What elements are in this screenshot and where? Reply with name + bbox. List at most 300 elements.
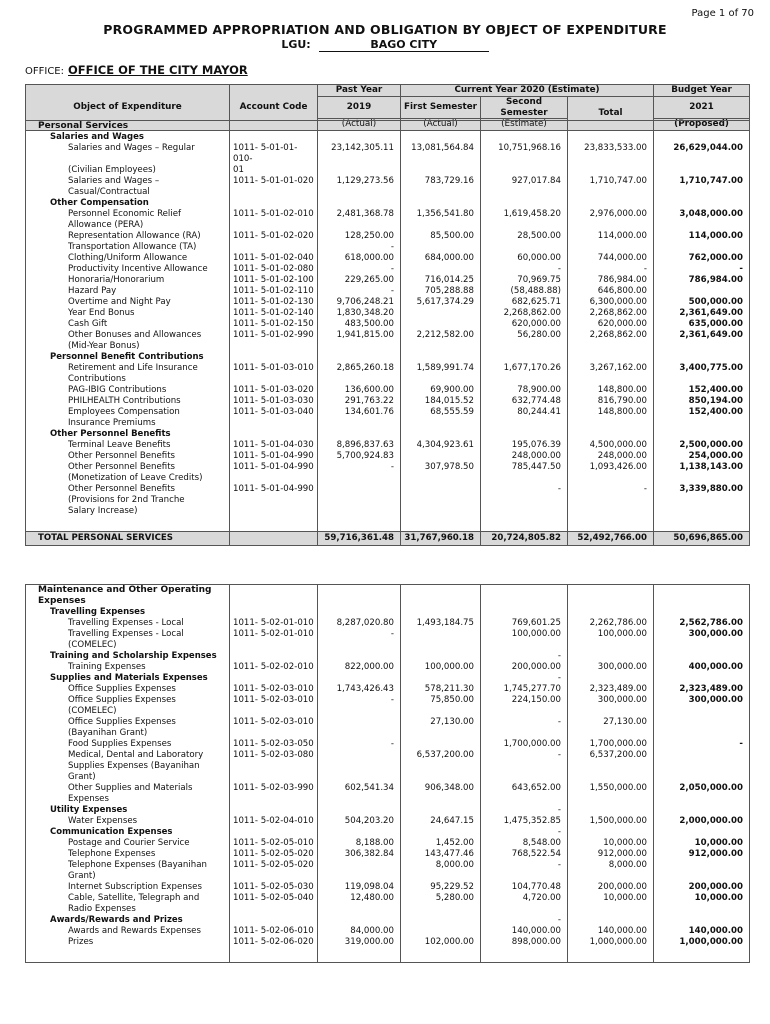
past-year-cell (318, 198, 401, 209)
table-row (26, 231, 750, 242)
description-cell: Insurance Premiums (26, 418, 230, 429)
table-row (26, 728, 750, 739)
group-row (26, 132, 750, 143)
description-cell: (Provisions for 2nd Tranche (26, 495, 230, 506)
past-year-cell: 1,743,426.43 (318, 684, 401, 695)
total-cell (568, 871, 654, 882)
description-cell: Travelling Expenses (26, 607, 230, 618)
account-code-cell: 1011- 5-01-03-040 (230, 407, 318, 418)
past-year-cell (318, 341, 401, 352)
total-cell: 148,800.00 (568, 407, 654, 418)
description-cell: Supplies and Materials Expenses (26, 673, 230, 684)
total-budget-year: 50,696,865.00 (654, 531, 750, 545)
budget-year-cell (654, 374, 750, 385)
past-year-cell (318, 915, 401, 926)
budget-year-cell (654, 794, 750, 805)
budget-year-cell: 400,000.00 (654, 662, 750, 673)
header-actual: (Actual) (318, 119, 401, 131)
table-row (26, 286, 750, 297)
total-cell: 248,000.00 (568, 451, 654, 462)
past-year-cell (318, 495, 401, 506)
past-year-cell: 12,480.00 (318, 893, 401, 904)
first-sem-cell (401, 915, 481, 926)
table-row (26, 706, 750, 717)
description-cell: Awards and Rewards Expenses (26, 926, 230, 937)
second-sem-cell: 56,280.00 (481, 330, 568, 341)
table-row (26, 209, 750, 220)
description-cell: Telephone Expenses (Bayanihan (26, 860, 230, 871)
budget-year-cell: - (654, 739, 750, 750)
description-cell: Honoraria/Honorarium (26, 275, 230, 286)
budget-year-cell (654, 352, 750, 363)
first-sem-cell: 27,130.00 (401, 717, 481, 728)
second-sem-cell: - (481, 651, 568, 662)
budget-year-cell: 786,984.00 (654, 275, 750, 286)
first-sem-cell (401, 739, 481, 750)
table-row (26, 640, 750, 651)
header-object: Object of Expenditure (26, 85, 230, 131)
budget-year-cell: 2,000,000.00 (654, 816, 750, 827)
budget-year-cell: 762,000.00 (654, 253, 750, 264)
account-code-cell (230, 827, 318, 838)
past-year-cell: 504,203.20 (318, 816, 401, 827)
total-cell: - (568, 484, 654, 495)
second-sem-cell (481, 220, 568, 231)
past-year-cell (318, 484, 401, 495)
budget-year-cell (654, 341, 750, 352)
account-code-cell: 1011- 5-02-02-010 (230, 662, 318, 673)
second-sem-cell: 28,500.00 (481, 231, 568, 242)
description-cell: Office Supplies Expenses (26, 684, 230, 695)
total-cell: 4,500,000.00 (568, 440, 654, 451)
total-cell (568, 429, 654, 440)
past-year-cell (318, 827, 401, 838)
total-cell: 2,268,862.00 (568, 330, 654, 341)
past-year-cell: 84,000.00 (318, 926, 401, 937)
account-code-cell: 1011- 5-01-04-030 (230, 440, 318, 451)
budget-year-cell (654, 242, 750, 253)
description-cell: Cable, Satellite, Telegraph and (26, 893, 230, 904)
budget-year-cell (654, 121, 750, 133)
second-sem-cell: 768,522.54 (481, 849, 568, 860)
first-sem-cell (401, 187, 481, 198)
second-sem-cell: 200,000.00 (481, 662, 568, 673)
budget-year-cell: 152,400.00 (654, 407, 750, 418)
table-row (26, 418, 750, 429)
first-sem-cell (401, 341, 481, 352)
table-row (26, 165, 750, 176)
first-sem-cell: 6,537,200.00 (401, 750, 481, 761)
header-budget-year: Budget Year (654, 85, 750, 97)
total-cell: 6,300,000.00 (568, 297, 654, 308)
total-cell (568, 198, 654, 209)
description-cell: (COMELEC) (26, 706, 230, 717)
first-sem-cell: 143,477.46 (401, 849, 481, 860)
total-cell: - (568, 264, 654, 275)
past-year-cell: 9,706,248.21 (318, 297, 401, 308)
page-number: Page 1 of 70 (691, 8, 754, 19)
total-cell: 300,000.00 (568, 662, 654, 673)
description-cell: Personnel Economic Relief (26, 209, 230, 220)
second-sem-cell (481, 506, 568, 517)
past-year-cell (318, 805, 401, 816)
header-past-year-num: 2019 (318, 97, 401, 119)
budget-year-cell: 3,339,880.00 (654, 484, 750, 495)
account-code-cell (230, 220, 318, 231)
first-sem-cell (401, 794, 481, 805)
table-row (26, 319, 750, 330)
group-row (26, 651, 750, 662)
table-row (26, 816, 750, 827)
second-sem-cell: - (481, 750, 568, 761)
second-sem-cell (481, 132, 568, 143)
account-code-cell (230, 772, 318, 783)
total-cell (568, 827, 654, 838)
first-sem-cell: 705,288.88 (401, 286, 481, 297)
first-sem-cell: 68,555.59 (401, 407, 481, 418)
first-sem-cell: 906,348.00 (401, 783, 481, 794)
first-sem-cell (401, 495, 481, 506)
lgu-label: LGU: (281, 38, 311, 51)
table-row (26, 407, 750, 418)
second-sem-cell: 1,745,277.70 (481, 684, 568, 695)
past-year-cell (318, 717, 401, 728)
table-row (26, 717, 750, 728)
first-sem-cell (401, 308, 481, 319)
account-code-cell: 1011- 5-01-04-990 (230, 484, 318, 495)
description-cell: Utility Expenses (26, 805, 230, 816)
budget-year-cell (654, 904, 750, 915)
header-first-sem: First Semester (401, 97, 481, 119)
table-row (26, 176, 750, 187)
total-cell (568, 794, 654, 805)
first-sem-cell (401, 264, 481, 275)
account-code-cell: 1011- 5-02-03-010 (230, 684, 318, 695)
first-sem-cell: 5,617,374.29 (401, 297, 481, 308)
second-sem-cell: 4,720.00 (481, 893, 568, 904)
total-cell (568, 132, 654, 143)
header-budget-year-num: 2021 (654, 97, 750, 119)
total-cell: 1,700,000.00 (568, 739, 654, 750)
table-row (26, 374, 750, 385)
lgu-line (0, 38, 770, 52)
account-code-cell (230, 341, 318, 352)
description-cell: Office Supplies Expenses (26, 695, 230, 706)
second-sem-cell: 224,150.00 (481, 695, 568, 706)
budget-year-cell: 850,194.00 (654, 396, 750, 407)
second-sem-cell (481, 517, 568, 531)
table-row (26, 264, 750, 275)
total-cell (568, 121, 654, 133)
total-cell (568, 607, 654, 618)
table-row (26, 882, 750, 893)
office-value: OFFICE OF THE CITY MAYOR (68, 63, 248, 77)
table-row (26, 275, 750, 286)
first-sem-cell (401, 517, 481, 531)
account-code-cell: 1011- 5-02-05-030 (230, 882, 318, 893)
past-year-cell (318, 794, 401, 805)
table-row (26, 341, 750, 352)
account-code-cell: 1011- 5-01-01-010- (230, 143, 318, 165)
first-sem-cell: 1,493,184.75 (401, 618, 481, 629)
second-sem-cell (481, 585, 568, 608)
first-sem-cell: 307,978.50 (401, 462, 481, 473)
budget-year-cell: 300,000.00 (654, 629, 750, 640)
table-row (26, 506, 750, 517)
first-sem-cell (401, 319, 481, 330)
past-year-cell (318, 651, 401, 662)
past-year-cell: 134,601.76 (318, 407, 401, 418)
past-year-cell: 119,098.04 (318, 882, 401, 893)
total-cell: 744,000.00 (568, 253, 654, 264)
first-sem-cell (401, 673, 481, 684)
table-row (26, 618, 750, 629)
total-cell: 2,323,489.00 (568, 684, 654, 695)
office-label: OFFICE: (25, 66, 64, 77)
budget-year-cell (654, 132, 750, 143)
account-code-cell: 01 (230, 165, 318, 176)
first-sem-cell (401, 429, 481, 440)
budget-year-cell (654, 220, 750, 231)
total-cell: 300,000.00 (568, 695, 654, 706)
table-row (26, 695, 750, 706)
description-cell: Allowance (PERA) (26, 220, 230, 231)
group-row (26, 915, 750, 926)
total-cell: 1,710,747.00 (568, 176, 654, 187)
total-cell (568, 220, 654, 231)
first-sem-cell (401, 926, 481, 937)
account-code-cell (230, 418, 318, 429)
budget-year-cell (654, 165, 750, 176)
budget-year-cell: 635,000.00 (654, 319, 750, 330)
account-code-cell: 1011- 5-02-03-080 (230, 750, 318, 761)
account-code-cell (230, 132, 318, 143)
total-cell: 816,790.00 (568, 396, 654, 407)
total-cell (568, 165, 654, 176)
past-year-cell: 23,142,305.11 (318, 143, 401, 165)
description-cell: Maintenance and Other Operating Expenses (26, 585, 230, 608)
account-code-cell: 1011- 5-01-02-150 (230, 319, 318, 330)
description-cell: Other Personnel Benefits (26, 484, 230, 495)
first-sem-cell (401, 805, 481, 816)
table-row (26, 893, 750, 904)
budget-year-cell: 2,361,649.00 (654, 308, 750, 319)
past-year-cell (318, 948, 401, 962)
second-sem-cell (481, 761, 568, 772)
second-sem-cell: 1,475,352.85 (481, 816, 568, 827)
second-sem-cell: 248,000.00 (481, 451, 568, 462)
description-cell: Medical, Dental and Laboratory (26, 750, 230, 761)
first-sem-cell (401, 607, 481, 618)
total-account (230, 531, 318, 545)
account-code-cell: 1011- 5-02-03-050 (230, 739, 318, 750)
description-cell: Water Expenses (26, 816, 230, 827)
total-cell (568, 374, 654, 385)
total-cell: 8,000.00 (568, 860, 654, 871)
budget-year-cell (654, 915, 750, 926)
mooe-table (25, 584, 750, 963)
second-sem-cell: 682,625.71 (481, 297, 568, 308)
total-cell: 1,550,000.00 (568, 783, 654, 794)
budget-year-cell (654, 871, 750, 882)
total-cell: 2,976,000.00 (568, 209, 654, 220)
description-cell: (Civilian Employees) (26, 165, 230, 176)
group-row (26, 673, 750, 684)
total-cell (568, 473, 654, 484)
second-sem-cell: 10,751,968.16 (481, 143, 568, 165)
description-cell: Year End Bonus (26, 308, 230, 319)
second-sem-cell (481, 165, 568, 176)
past-year-cell (318, 706, 401, 717)
account-code-cell (230, 374, 318, 385)
past-year-cell: 229,265.00 (318, 275, 401, 286)
description-cell: Internet Subscription Expenses (26, 882, 230, 893)
account-code-cell: 1011- 5-01-02-080 (230, 264, 318, 275)
account-code-cell (230, 198, 318, 209)
account-code-cell: 1011- 5-02-05-020 (230, 860, 318, 871)
account-code-cell (230, 473, 318, 484)
second-sem-cell: 140,000.00 (481, 926, 568, 937)
total-cell: 10,000.00 (568, 838, 654, 849)
past-year-cell: 602,541.34 (318, 783, 401, 794)
second-sem-cell (481, 352, 568, 363)
table-row (26, 684, 750, 695)
budget-year-cell: 2,050,000.00 (654, 783, 750, 794)
second-sem-cell (481, 948, 568, 962)
description-cell: Other Personnel Benefits (26, 462, 230, 473)
past-year-cell: 8,188.00 (318, 838, 401, 849)
past-year-cell: - (318, 264, 401, 275)
budget-year-cell (654, 506, 750, 517)
past-year-cell (318, 374, 401, 385)
second-sem-cell (481, 794, 568, 805)
table-row (26, 187, 750, 198)
account-code-cell (230, 585, 318, 608)
header-account: Account Code (230, 85, 318, 131)
second-sem-cell: 8,548.00 (481, 838, 568, 849)
total-cell: 2,262,786.00 (568, 618, 654, 629)
description-cell: Other Compensation (26, 198, 230, 209)
budget-year-cell (654, 948, 750, 962)
table-row (26, 385, 750, 396)
total-cell: 100,000.00 (568, 629, 654, 640)
first-sem-cell: 100,000.00 (401, 662, 481, 673)
account-code-cell: 1011- 5-02-01-010 (230, 618, 318, 629)
past-year-cell (318, 418, 401, 429)
table-row (26, 794, 750, 805)
header-past-year: Past Year (318, 85, 401, 97)
second-sem-cell: - (481, 484, 568, 495)
table-row (26, 783, 750, 794)
account-code-cell: 1011- 5-01-02-110 (230, 286, 318, 297)
table-row (26, 143, 750, 165)
description-cell: PHILHEALTH Contributions (26, 396, 230, 407)
past-year-cell: 1,129,273.56 (318, 176, 401, 187)
group-row (26, 352, 750, 363)
second-sem-cell (481, 871, 568, 882)
second-sem-cell: 104,770.48 (481, 882, 568, 893)
first-sem-cell: 716,014.25 (401, 275, 481, 286)
second-sem-cell: 769,601.25 (481, 618, 568, 629)
past-year-cell: - (318, 629, 401, 640)
total-cell (568, 948, 654, 962)
second-sem-cell: 70,969.75 (481, 275, 568, 286)
description-cell: Hazard Pay (26, 286, 230, 297)
description-cell: Training and Scholarship Expenses (26, 651, 230, 662)
account-code-cell: 1011- 5-01-02-010 (230, 209, 318, 220)
table-row (26, 473, 750, 484)
description-cell: Personal Services (26, 121, 230, 133)
account-code-cell (230, 805, 318, 816)
header-proposed: (Proposed) (654, 119, 750, 131)
description-cell: Productivity Incentive Allowance (26, 264, 230, 275)
group-row (26, 198, 750, 209)
mooe-rows (26, 585, 750, 963)
first-sem-cell: 684,000.00 (401, 253, 481, 264)
second-sem-cell: - (481, 673, 568, 684)
second-sem-cell: 898,000.00 (481, 937, 568, 948)
description-cell: Expenses (26, 794, 230, 805)
description-cell: Salary Increase) (26, 506, 230, 517)
total-cell: 114,000.00 (568, 231, 654, 242)
past-year-cell (318, 165, 401, 176)
account-code-cell (230, 904, 318, 915)
table-row (26, 253, 750, 264)
total-cell (568, 506, 654, 517)
budget-year-cell (654, 728, 750, 739)
past-year-cell (318, 220, 401, 231)
description-cell: Other Supplies and Materials (26, 783, 230, 794)
second-sem-cell: - (481, 264, 568, 275)
past-year-cell: 291,763.22 (318, 396, 401, 407)
past-year-cell: 319,000.00 (318, 937, 401, 948)
description-cell: (Monetization of Leave Credits) (26, 473, 230, 484)
past-year-cell: - (318, 242, 401, 253)
table-row (26, 330, 750, 341)
table-row (26, 871, 750, 882)
second-sem-cell (481, 904, 568, 915)
account-code-cell (230, 673, 318, 684)
first-sem-cell: 95,229.52 (401, 882, 481, 893)
personal-services-rows (26, 121, 750, 532)
description-cell: Other Bonuses and Allowances (26, 330, 230, 341)
account-code-cell: 1011- 5-02-03-010 (230, 695, 318, 706)
account-code-cell (230, 948, 318, 962)
budget-year-cell (654, 585, 750, 608)
past-year-cell (318, 750, 401, 761)
second-sem-cell: 632,774.48 (481, 396, 568, 407)
budget-year-cell: 114,000.00 (654, 231, 750, 242)
table-row (26, 629, 750, 640)
past-year-cell: - (318, 695, 401, 706)
second-sem-cell: 1,700,000.00 (481, 739, 568, 750)
account-code-cell (230, 506, 318, 517)
total-cell (568, 495, 654, 506)
total-cell: 23,833,533.00 (568, 143, 654, 165)
budget-year-cell: 26,629,044.00 (654, 143, 750, 165)
second-sem-cell (481, 198, 568, 209)
budget-year-cell (654, 805, 750, 816)
description-cell: Terminal Leave Benefits (26, 440, 230, 451)
past-year-cell: - (318, 739, 401, 750)
budget-year-cell (654, 495, 750, 506)
budget-year-cell (654, 651, 750, 662)
budget-year-cell: 254,000.00 (654, 451, 750, 462)
second-sem-cell: - (481, 717, 568, 728)
table-row (26, 937, 750, 948)
first-sem-cell (401, 827, 481, 838)
account-code-cell (230, 706, 318, 717)
